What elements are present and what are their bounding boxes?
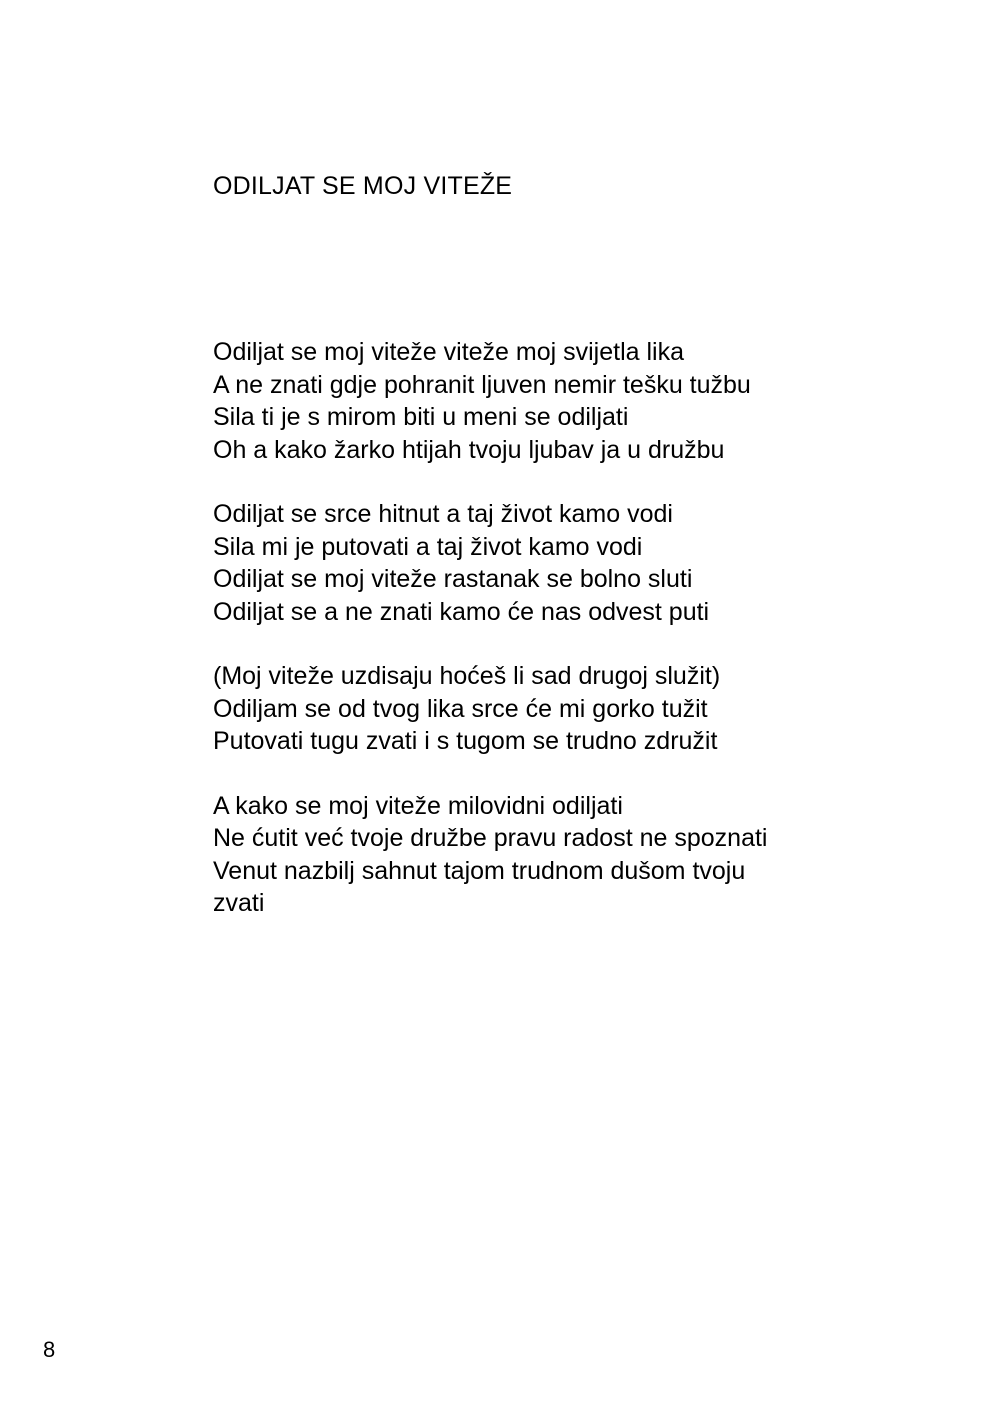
poem-line: Odiljam se od tvog lika srce će mi gorko tužit xyxy=(213,694,708,723)
poem-line: Odiljat se moj viteže viteže moj svijetla lika xyxy=(213,338,684,366)
poem-line: Odiljat se srce hitnut a taj život kamo vodi xyxy=(213,500,673,528)
poem-line: Odiljat se moj viteže rastanak se bolno sluti xyxy=(213,565,693,593)
stanza-3 xyxy=(213,660,853,758)
poem-line: Sila mi je putovati a taj život kamo vodi xyxy=(213,532,643,561)
poem-line: Oh a kako žarko htijah tvoju ljubav ja u družbu xyxy=(213,435,725,464)
poem-line: Venut nazbilj sahnut tajom trudnom dušom tvoju xyxy=(213,856,746,885)
stanza-2 xyxy=(213,498,853,628)
poem-title: ODILJAT SE MOJ VITEŽE xyxy=(213,172,513,200)
poem-line: zvati xyxy=(213,889,265,917)
poem-line: Odiljat se a ne znati kamo će nas odvest puti xyxy=(213,597,710,626)
poem-line: A ne znati gdje pohranit ljuven nemir tešku tužbu xyxy=(213,370,751,399)
stanza-1 xyxy=(213,336,853,466)
poem-line: Ne ćutit već tvoje družbe pravu radost ne spoznati xyxy=(213,824,768,852)
poem-body xyxy=(213,336,853,952)
poem-line: A kako se moj viteže milovidni odiljati xyxy=(213,791,623,820)
poem-line: Putovati tugu zvati i s tugom se trudno združit xyxy=(213,727,718,755)
page-number: 8 xyxy=(43,1337,56,1362)
stanza-4 xyxy=(213,790,853,920)
poem-line: Sila ti je s mirom biti u meni se odiljati xyxy=(213,403,629,431)
poem-line: (Moj viteže uzdisaju hoćeš li sad drugoj služit) xyxy=(213,662,721,690)
